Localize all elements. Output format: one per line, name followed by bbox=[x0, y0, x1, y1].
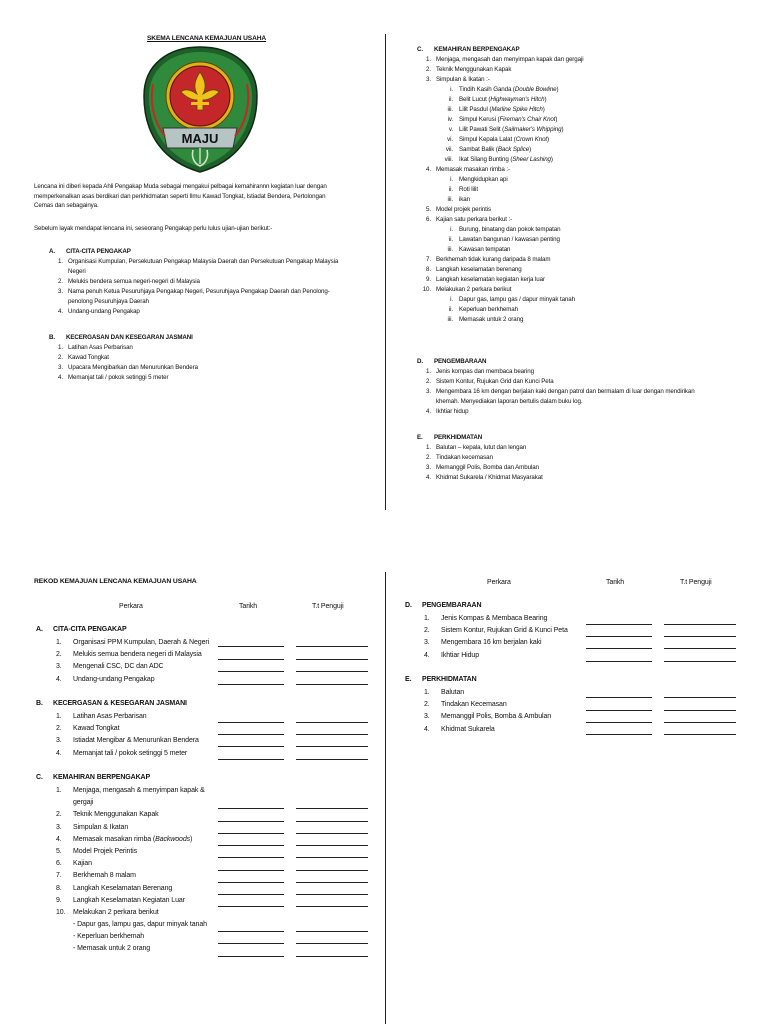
tarikh-field[interactable] bbox=[218, 906, 284, 907]
section-c bbox=[417, 45, 757, 325]
record-section-a bbox=[36, 624, 216, 686]
sub-item: iii. Kawasan tempatan bbox=[447, 246, 511, 253]
list-item: 4. Khidmat Sukarela / Khidmat Masyarakat bbox=[426, 474, 543, 481]
section-letter: D. bbox=[417, 358, 423, 365]
record-row: 2. Tindakan Kecemasan bbox=[424, 701, 507, 709]
tarikh-field[interactable] bbox=[586, 648, 652, 649]
sub-item: iii. ikan bbox=[447, 196, 470, 203]
record-row: 2. Sistem Kontur, Rujukan Grid & Kunci Peta bbox=[424, 627, 568, 635]
record-row: 2. Melukis semua bendera negeri di Malaysia bbox=[56, 651, 202, 659]
list-item: 2. Teknik Menggunakan Kapak bbox=[426, 66, 512, 73]
record-row: 4. Khidmat Sukarela bbox=[424, 725, 495, 733]
section-a bbox=[49, 247, 379, 317]
penguji-field[interactable] bbox=[296, 833, 368, 834]
section-letter: C. bbox=[36, 774, 43, 781]
tarikh-field[interactable] bbox=[218, 894, 284, 895]
pre-requisite-text: Sebelum layak mendapat lencana ini, seseorang Pengakap perlu lulus ujian-ujian berikut:- bbox=[34, 225, 273, 232]
record-row: 3. Simpulan & Ikatan bbox=[56, 823, 129, 831]
list-item: penolong Pesuruhjaya Daerah bbox=[68, 298, 149, 305]
record-row: 3. Mengenali CSC, DC dan ADC bbox=[56, 663, 164, 671]
section-letter: A. bbox=[36, 626, 43, 633]
section-letter: C. bbox=[417, 46, 423, 53]
list-item: 3. Simpulan & Ikatan :- bbox=[426, 76, 490, 83]
penguji-field[interactable] bbox=[296, 646, 368, 647]
col-header-tarikh: Tarikh bbox=[606, 579, 625, 586]
intro-line: memperkenalkan asas berdikari dan perkhidmatan seperti Ilmu Kawad Tongkat, Istiadat Bendera, Pertolongan bbox=[34, 192, 326, 200]
intro-line: Cemas dan sebagainya. bbox=[34, 202, 99, 210]
section-a-list bbox=[49, 257, 379, 317]
penguji-field[interactable] bbox=[296, 722, 368, 723]
tarikh-field[interactable] bbox=[586, 710, 652, 711]
section-b bbox=[49, 333, 379, 383]
knot-item: iv. Simpul Kerusi (Fireman's Chair Knot) bbox=[447, 116, 558, 123]
penguji-field[interactable] bbox=[296, 684, 368, 685]
record-section-c bbox=[36, 772, 221, 956]
record-d-list bbox=[424, 613, 585, 662]
list-item: 7. Berkhemah tidak kurang daripada 8 malam bbox=[426, 256, 551, 263]
tarikh-field[interactable] bbox=[586, 624, 652, 625]
section-title: PERKHIDMATAN bbox=[422, 676, 477, 683]
record-row: - Dapur gas, lampu gas, dapur minyak tanah bbox=[73, 921, 207, 929]
section-c-list bbox=[417, 205, 757, 225]
record-row: 7. Berkhemah 8 malam bbox=[56, 872, 136, 880]
section-letter: D. bbox=[405, 602, 412, 609]
section-title: CITA-CITA PENGAKAP bbox=[66, 248, 131, 255]
penguji-field[interactable] bbox=[296, 857, 368, 858]
record-row: - Keperluan berkhemah bbox=[73, 933, 145, 941]
penguji-field[interactable] bbox=[296, 759, 368, 760]
penguji-field[interactable] bbox=[296, 746, 368, 747]
section-title: KEMAHIRAN BERPENGAKAP bbox=[53, 774, 151, 781]
penguji-field[interactable] bbox=[664, 648, 736, 649]
tarikh-field[interactable] bbox=[218, 943, 284, 944]
record-row: 1. Balutan bbox=[424, 689, 465, 696]
penguji-field[interactable] bbox=[664, 697, 736, 698]
tarikh-field[interactable] bbox=[218, 746, 284, 747]
knot-item: vii. Sambat Balik (Back Splice) bbox=[445, 146, 532, 153]
penguji-field[interactable] bbox=[296, 956, 368, 957]
section-title: CITA-CITA PENGAKAP bbox=[53, 626, 127, 633]
tarikh-field[interactable] bbox=[218, 684, 284, 685]
list-item: 2. Melukis bendera semua negeri-negeri di Malaysia bbox=[58, 278, 200, 285]
record-row: 1. Organisasi PPM Kumpulan, Daerah & Negeri bbox=[56, 639, 210, 646]
sub-item: ii. Roti lilit bbox=[448, 186, 478, 193]
record-e-list bbox=[424, 687, 585, 736]
tarikh-field[interactable] bbox=[586, 734, 652, 735]
penguji-field[interactable] bbox=[664, 734, 736, 735]
list-item: 4. Undang-undang Pengakap bbox=[58, 308, 140, 315]
record-row: 2. Kawad Tongkat bbox=[56, 725, 120, 733]
intro-paragraph bbox=[34, 182, 379, 211]
section-d bbox=[417, 357, 757, 417]
record-row: 1. Menjaga, mengasah & menyimpan kapak & bbox=[56, 787, 205, 794]
badge-maju-text: MAJU bbox=[181, 131, 219, 146]
tarikh-field[interactable] bbox=[218, 734, 284, 735]
list-item: 9. Langkah keselamatan kegiatan kerja luar bbox=[426, 276, 545, 283]
col-header-penguji: T.t Penguji bbox=[680, 579, 712, 586]
tarikh-field[interactable] bbox=[586, 636, 652, 637]
record-row: 4. Ikhtiar Hidup bbox=[424, 651, 479, 659]
section-letter: B. bbox=[49, 334, 55, 341]
scout-badge-emblem bbox=[139, 44, 262, 176]
section-e-list bbox=[417, 443, 757, 483]
section-letter: A. bbox=[49, 248, 55, 255]
record-row: 3. Mengembara 16 km berjalan kaki bbox=[424, 639, 542, 647]
penguji-field[interactable] bbox=[664, 710, 736, 711]
record-row: 8. Langkah Keselamatan Berenang bbox=[56, 884, 173, 892]
list-item: 1. Balutan – kepala, lutut dan lengan bbox=[426, 444, 527, 451]
list-item: 1. Organisasi Kumpulan, Persekutuan Pengakap Malaysia Daerah dan Persekutuan Pengakap Malaysia bbox=[58, 258, 339, 265]
penguji-field[interactable] bbox=[664, 722, 736, 723]
record-c-list bbox=[56, 785, 221, 956]
penguji-field[interactable] bbox=[296, 943, 368, 944]
section-title: PERKHIDMATAN bbox=[434, 434, 483, 441]
section-letter: E. bbox=[417, 434, 423, 441]
list-item: 3. Memanggil Polis, Bomba dan Ambulan bbox=[426, 464, 539, 471]
list-item: 4. Memanjat tali / pokok setinggi 5 meter bbox=[58, 374, 169, 381]
penguji-field[interactable] bbox=[296, 671, 368, 672]
list-item: 2. Tindakan kecemasan bbox=[426, 454, 493, 461]
record-row: 10. Melakukan 2 perkara berikut bbox=[56, 908, 159, 916]
penguji-field[interactable] bbox=[664, 661, 736, 662]
list-item: 2. Sistem Kontur, Rujukan Grid dan Kunci Peta bbox=[426, 378, 554, 385]
record-section-e bbox=[405, 674, 585, 736]
tarikh-field[interactable] bbox=[218, 759, 284, 760]
knot-item: iii. Lilit Pasdul (Marline Spike Hitch) bbox=[447, 106, 545, 113]
intro-line: Lencana ini diberi kepada Ahli Pengakap Muda sebagai mengakui pelbagai kemahirannn kegiatan luar dengan bbox=[34, 183, 327, 190]
penguji-field[interactable] bbox=[296, 659, 368, 660]
section-title: KEMAHIRAN BERPENGAKAP bbox=[434, 46, 520, 53]
list-item: 1. Jenis kompas dan membaca bearing bbox=[426, 368, 534, 375]
record-row: 4. Memasak masakan rimba (Backwoods) bbox=[56, 835, 193, 843]
tarikh-field[interactable] bbox=[218, 845, 284, 846]
section-e bbox=[417, 433, 757, 483]
list-item: 6. Kajian satu perkara berikut :- bbox=[426, 216, 513, 223]
tarikh-field[interactable] bbox=[586, 697, 652, 698]
tarikh-field[interactable] bbox=[218, 659, 284, 660]
page-divider-top bbox=[385, 34, 386, 510]
tarikh-field[interactable] bbox=[218, 808, 284, 809]
section-c-list bbox=[417, 255, 757, 295]
two-things-list bbox=[441, 295, 757, 325]
penguji-field[interactable] bbox=[664, 624, 736, 625]
cook-list bbox=[441, 175, 757, 205]
penguji-field[interactable] bbox=[296, 870, 368, 871]
penguji-field[interactable] bbox=[296, 808, 368, 809]
list-item: 1. Menjaga, mengasah dan menyimpan kapak dan gergaji bbox=[426, 56, 584, 63]
section-letter: B. bbox=[36, 700, 43, 707]
record-row: gergaji bbox=[73, 799, 94, 807]
record-a-list bbox=[56, 637, 216, 686]
section-title: PENGEMBARAAN bbox=[422, 602, 482, 609]
section-b-list bbox=[49, 343, 379, 383]
list-item: 8. Langkah keselamatan berenang bbox=[426, 266, 522, 273]
tarikh-field[interactable] bbox=[218, 857, 284, 858]
tarikh-field[interactable] bbox=[586, 722, 652, 723]
section-c-list bbox=[417, 55, 757, 85]
sub-item: i. Dapur gas, lampu gas / dapur minyak tanah bbox=[450, 296, 575, 303]
section-d-list bbox=[417, 367, 757, 417]
penguji-field[interactable] bbox=[664, 636, 736, 637]
col-header-perkara: Perkara bbox=[487, 579, 511, 586]
penguji-field[interactable] bbox=[296, 882, 368, 883]
list-item: 4. Memasak masakan rimba :- bbox=[426, 166, 510, 173]
penguji-field[interactable] bbox=[296, 821, 368, 822]
record-row: 1. Jenis Kompas & Membaca Bearing bbox=[424, 615, 548, 622]
record-row: - Memasak untuk 2 orang bbox=[73, 945, 151, 953]
penguji-field[interactable] bbox=[296, 845, 368, 846]
tarikh-field[interactable] bbox=[218, 882, 284, 883]
knot-item: ii. Belit Lucut (Highwayman's Hitch) bbox=[448, 96, 547, 103]
list-item: 3. Upacara Mengibarkan dan Menurunkan Bendera bbox=[58, 364, 198, 371]
tarikh-field[interactable] bbox=[218, 833, 284, 834]
penguji-field[interactable] bbox=[296, 734, 368, 735]
tarikh-field[interactable] bbox=[218, 821, 284, 822]
study-list bbox=[441, 225, 757, 255]
list-item: 1. Latihan Asas Perbarisan bbox=[58, 344, 133, 351]
record-row: 1. Latihan Asas Perbarisan bbox=[56, 713, 147, 720]
record-section-b bbox=[36, 698, 216, 760]
record-b-list bbox=[56, 711, 216, 760]
section-title: KECERGASAN & KESEGARAN JASMANI bbox=[53, 700, 187, 707]
tarikh-field[interactable] bbox=[218, 646, 284, 647]
knot-item: viii. Ikat Silang Bunting (Sheer Lashing) bbox=[444, 156, 553, 163]
knot-item: vi. Simpul Kepala Lalat (Crown Knot) bbox=[447, 136, 550, 143]
penguji-field[interactable] bbox=[296, 894, 368, 895]
record-row: 6. Kajian bbox=[56, 860, 92, 868]
tarikh-field[interactable] bbox=[218, 870, 284, 871]
badge-svg bbox=[139, 44, 262, 176]
knot-item: i. Tindih Kasih Ganda (Double Bowline) bbox=[450, 86, 559, 93]
penguji-field[interactable] bbox=[296, 906, 368, 907]
sub-item: ii. Keperluan berkhemah bbox=[448, 306, 518, 313]
record-row: 3. Istiadat Mengibar & Menurunkan Bendera bbox=[56, 737, 199, 745]
record-row: 4. Memanjat tali / pokok setinggi 5 meter bbox=[56, 749, 188, 757]
list-item: 2. Kawad Tongkat bbox=[58, 354, 109, 361]
section-title: KECERGASAN DAN KESEGARAN JASMANI bbox=[66, 334, 193, 341]
list-item: 10. Melakukan 2 perkara berikut bbox=[422, 286, 512, 293]
record-section-d bbox=[405, 600, 585, 662]
list-item: 3. Nama penuh Ketua Pesuruhjaya Pengakap Negeri, Pesuruhjaya Pengakap Daerah dan Penolong- bbox=[58, 288, 330, 295]
list-item: 3. Mengembara 16 km dengan berjalan kaki dengan patrol dan bermalam di luar dengan mendirikan bbox=[426, 388, 695, 395]
tarikh-field[interactable] bbox=[218, 671, 284, 672]
knot-item: v. Lilit Pawati Selit (Sailmaker's Whipping) bbox=[448, 126, 564, 133]
list-item: khemah. Menyediakan laporan bertulis dalam buku log. bbox=[436, 398, 583, 405]
penguji-field[interactable] bbox=[296, 931, 368, 932]
list-item: 4. Ikhtiar hidup bbox=[426, 408, 469, 415]
record-row: 2. Teknik Menggunakan Kapak bbox=[56, 811, 159, 819]
list-item: 5. Model projek perintis bbox=[426, 206, 491, 213]
sub-item: i. Mengkidupkan api bbox=[450, 176, 508, 183]
col-header-perkara: Perkara bbox=[119, 603, 143, 610]
record-row: 4. Undang-undang Pengakap bbox=[56, 675, 155, 683]
page-divider-bottom bbox=[385, 572, 386, 1024]
list-item: Negeri bbox=[68, 268, 86, 275]
col-header-tarikh: Tarikh bbox=[239, 603, 258, 610]
scheme-title: SKEMA LENCANA KEMAJUAN USAHA bbox=[147, 35, 267, 42]
tarikh-field[interactable] bbox=[218, 956, 284, 957]
sub-item: i. Burung, binatang dan pokok tempatan bbox=[450, 226, 561, 233]
knot-list bbox=[441, 85, 757, 165]
record-row: 3. Memanggil Polis, Bomba & Ambulan bbox=[424, 713, 552, 721]
tarikh-field[interactable] bbox=[586, 661, 652, 662]
tarikh-field[interactable] bbox=[218, 931, 284, 932]
section-title: PENGEMBARAAN bbox=[434, 358, 487, 365]
record-title: REKOD KEMAJUAN LENCANA KEMAJUAN USAHA bbox=[34, 578, 197, 585]
sub-item: iii. Memasak untuk 2 orang bbox=[447, 316, 524, 323]
record-row: 5. Model Projek Perintis bbox=[56, 847, 138, 855]
tarikh-field[interactable] bbox=[218, 722, 284, 723]
section-letter: E. bbox=[405, 676, 412, 683]
record-row: 9. Langkah Keselamatan Kegiatan Luar bbox=[56, 896, 185, 904]
section-c-list bbox=[417, 165, 757, 175]
col-header-penguji: T.t Penguji bbox=[312, 603, 344, 610]
sub-item: ii. Lawatan bangunan / kawasan penting bbox=[448, 236, 560, 243]
